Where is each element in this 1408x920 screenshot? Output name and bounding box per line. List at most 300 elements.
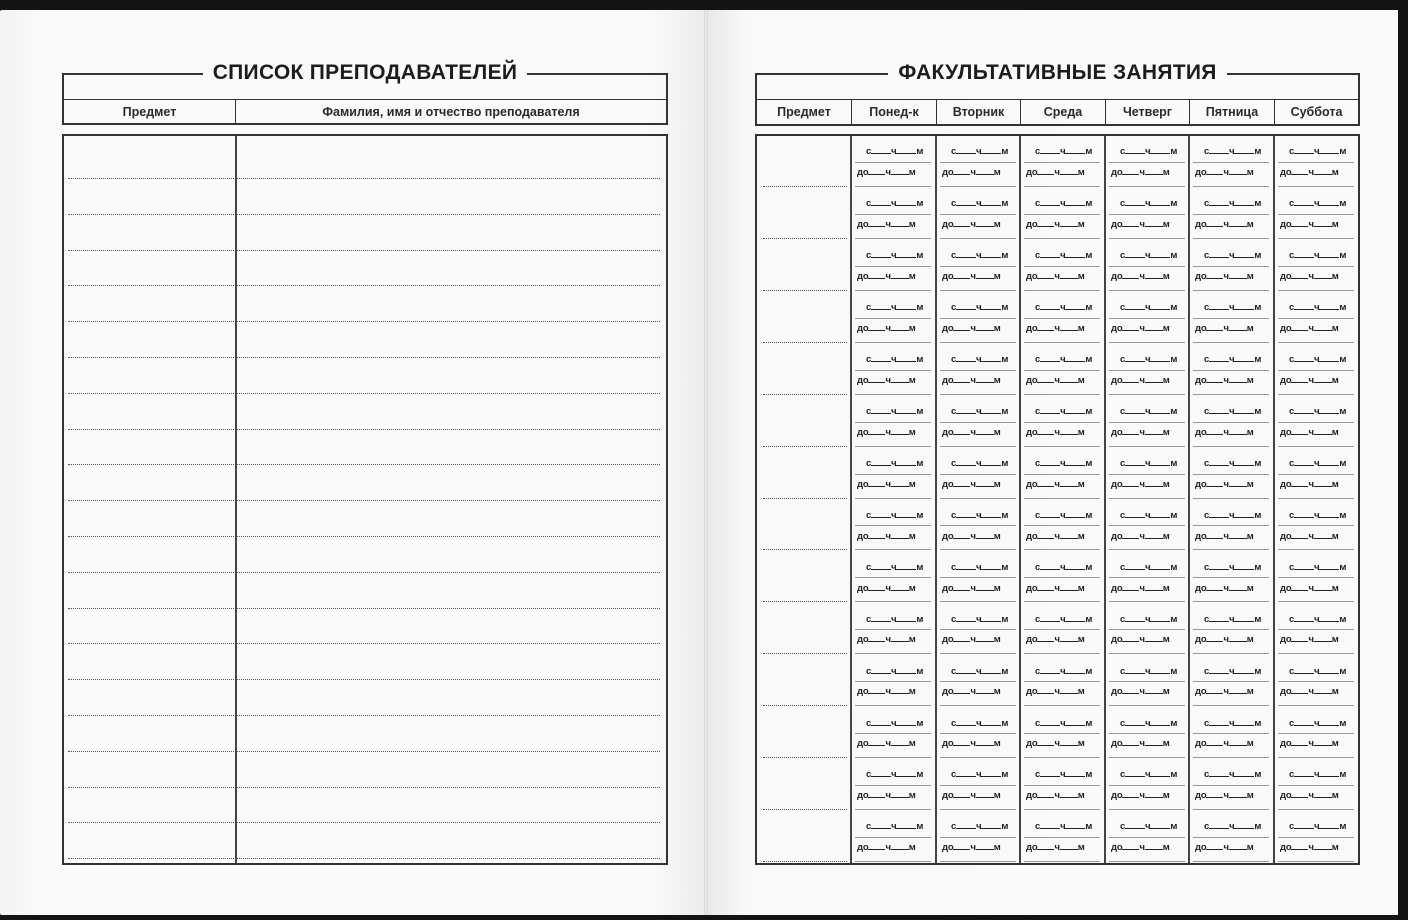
time-slot-from[interactable]: с ч м (951, 665, 1009, 677)
time-slot-to[interactable]: до ч м (857, 634, 916, 646)
time-slot-from[interactable]: с ч м (1120, 354, 1178, 366)
time-slot-divider (940, 370, 1016, 371)
time-slot-to[interactable]: до ч м (1195, 219, 1254, 231)
time-slot-from[interactable]: с ч м (866, 405, 924, 417)
time-slot-to[interactable]: до ч м (857, 219, 916, 231)
time-slot-from[interactable]: с ч м (951, 354, 1009, 366)
time-slot-from[interactable]: с ч м (866, 769, 924, 781)
teachers-header-row (62, 99, 668, 125)
time-slot-divider (855, 525, 931, 526)
elective-subject-line[interactable] (763, 498, 847, 499)
time-slot-to[interactable]: до ч м (1026, 374, 1085, 386)
time-slot-to[interactable]: до ч м (1195, 478, 1254, 490)
time-slot-to[interactable]: до ч м (857, 790, 916, 802)
time-slot-to[interactable]: до ч м (942, 270, 1001, 282)
time-slot-divider (1278, 681, 1354, 682)
time-slot-from[interactable]: с ч м (1120, 769, 1178, 781)
teachers-row-line[interactable] (68, 751, 660, 752)
time-slot-from[interactable]: с ч м (1120, 250, 1178, 262)
time-slot-divider (1278, 214, 1354, 215)
teachers-row-line[interactable] (68, 536, 660, 537)
time-slot-to[interactable]: до ч м (942, 582, 1001, 594)
time-slot-divider (1109, 629, 1185, 630)
time-slot-from[interactable]: с ч м (1204, 717, 1262, 729)
time-slot-to[interactable]: до ч м (1280, 634, 1339, 646)
time-slot-to[interactable]: до ч м (857, 530, 916, 542)
time-slot-divider (1109, 266, 1185, 267)
time-slot-divider (1024, 785, 1100, 786)
time-slot-from[interactable]: с ч м (866, 665, 924, 677)
time-slot-divider (855, 733, 931, 734)
time-slot-divider (855, 342, 931, 343)
electives-column-divider (935, 136, 937, 863)
time-slot-from[interactable]: с ч м (1120, 146, 1178, 158)
time-slot-to[interactable]: до ч м (942, 842, 1001, 854)
elective-subject-line[interactable] (763, 861, 847, 862)
time-slot-divider (940, 446, 1016, 447)
time-slot-divider (1109, 290, 1185, 291)
elective-subject-line[interactable] (763, 446, 847, 447)
time-slot-from[interactable]: с ч м (1120, 302, 1178, 314)
teachers-row-line[interactable] (68, 822, 660, 823)
time-slot-to[interactable]: до ч м (1026, 582, 1085, 594)
time-slot-divider (855, 214, 931, 215)
time-slot-divider (1109, 162, 1185, 163)
time-slot-divider (1024, 525, 1100, 526)
time-slot-from[interactable]: с ч м (1035, 717, 1093, 729)
teachers-row-line[interactable] (68, 429, 660, 430)
time-slot-from[interactable]: с ч м (1289, 665, 1347, 677)
time-slot-divider (1193, 653, 1269, 654)
time-slot-divider (1024, 601, 1100, 602)
electives-title-frame (755, 61, 1360, 99)
teachers-row-line[interactable] (68, 321, 660, 322)
time-slot-divider (1278, 446, 1354, 447)
time-slot-divider (1278, 498, 1354, 499)
time-slot-divider (1024, 474, 1100, 475)
time-slot-from[interactable]: с ч м (1035, 509, 1093, 521)
teachers-row-line[interactable] (68, 572, 660, 573)
time-slot-from[interactable]: с ч м (866, 717, 924, 729)
time-slot-to[interactable]: до ч м (1026, 634, 1085, 646)
time-slot-divider (940, 809, 1016, 810)
time-slot-from[interactable]: с ч м (866, 821, 924, 833)
time-slot-divider (1278, 601, 1354, 602)
time-slot-from[interactable]: с ч м (1289, 198, 1347, 210)
time-slot-to[interactable]: до ч м (857, 426, 916, 438)
electives-column-divider (1273, 136, 1275, 863)
teachers-row-line[interactable] (68, 715, 660, 716)
time-slot-to[interactable]: до ч м (1280, 270, 1339, 282)
time-slot-divider (1278, 422, 1354, 423)
time-slot-from[interactable]: с ч м (1289, 354, 1347, 366)
time-slot-from[interactable]: с ч м (1289, 769, 1347, 781)
time-slot-from[interactable]: с ч м (1035, 561, 1093, 573)
time-slot-divider (1278, 733, 1354, 734)
time-slot-from[interactable]: с ч м (1035, 769, 1093, 781)
time-slot-to[interactable]: до ч м (1195, 270, 1254, 282)
time-slot-to[interactable]: до ч м (1280, 686, 1339, 698)
time-slot-to[interactable]: до ч м (1195, 842, 1254, 854)
time-slot-divider (855, 681, 931, 682)
time-slot-from[interactable]: с ч м (1120, 198, 1178, 210)
time-slot-divider (1109, 705, 1185, 706)
time-slot-to[interactable]: до ч м (1026, 686, 1085, 698)
time-slot-from[interactable]: с ч м (1120, 457, 1178, 469)
time-slot-divider (940, 653, 1016, 654)
time-slot-from[interactable]: с ч м (1289, 561, 1347, 573)
time-slot-divider (1193, 629, 1269, 630)
time-slot-to[interactable]: до ч м (857, 167, 916, 179)
time-slot-to[interactable]: до ч м (942, 478, 1001, 490)
time-slot-to[interactable]: до ч м (1280, 167, 1339, 179)
time-slot-divider (855, 318, 931, 319)
time-slot-from[interactable]: с ч м (1204, 250, 1262, 262)
time-slot-to[interactable]: до ч м (1111, 790, 1170, 802)
time-slot-to[interactable]: до ч м (1195, 167, 1254, 179)
time-slot-to[interactable]: до ч м (857, 738, 916, 750)
teachers-row-line[interactable] (68, 858, 660, 859)
time-slot-from[interactable]: с ч м (951, 769, 1009, 781)
time-slot-to[interactable]: до ч м (1111, 738, 1170, 750)
time-slot-divider (1193, 162, 1269, 163)
time-slot-from[interactable]: с ч м (1204, 769, 1262, 781)
time-slot-from[interactable]: с ч м (1035, 665, 1093, 677)
time-slot-from[interactable]: с ч м (1289, 146, 1347, 158)
time-slot-to[interactable]: до ч м (1195, 686, 1254, 698)
time-slot-to[interactable]: до ч м (1280, 738, 1339, 750)
time-slot-to[interactable]: до ч м (1280, 530, 1339, 542)
time-slot-from[interactable]: с ч м (1035, 354, 1093, 366)
time-slot-from[interactable]: с ч м (1120, 717, 1178, 729)
time-slot-to[interactable]: до ч м (1111, 270, 1170, 282)
elective-subject-line[interactable] (763, 705, 847, 706)
time-slot-from[interactable]: с ч м (951, 146, 1009, 158)
elective-subject-line[interactable] (763, 601, 847, 602)
time-slot-to[interactable]: до ч м (1195, 374, 1254, 386)
time-slot-divider (855, 238, 931, 239)
time-slot-to[interactable]: до ч м (1195, 634, 1254, 646)
time-slot-to[interactable]: до ч м (942, 790, 1001, 802)
time-slot-divider (1024, 446, 1100, 447)
time-slot-divider (1193, 785, 1269, 786)
time-slot-to[interactable]: до ч м (857, 686, 916, 698)
time-slot-divider (1193, 446, 1269, 447)
time-slot-to[interactable]: до ч м (1111, 167, 1170, 179)
time-slot-divider (1109, 498, 1185, 499)
time-slot-to[interactable]: до ч м (857, 322, 916, 334)
elective-subject-line[interactable] (763, 342, 847, 343)
time-slot-divider (1278, 162, 1354, 163)
time-slot-divider (1193, 186, 1269, 187)
time-slot-to[interactable]: до ч м (1026, 219, 1085, 231)
elective-subject-line[interactable] (763, 809, 847, 810)
time-slot-divider (855, 653, 931, 654)
time-slot-to[interactable]: до ч м (1111, 530, 1170, 542)
time-slot-to[interactable]: до ч м (1280, 374, 1339, 386)
time-slot-from[interactable]: с ч м (1035, 198, 1093, 210)
time-slot-to[interactable]: до ч м (1280, 322, 1339, 334)
time-slot-to[interactable]: до ч м (942, 219, 1001, 231)
time-slot-to[interactable]: до ч м (857, 842, 916, 854)
time-slot-to[interactable]: до ч м (942, 530, 1001, 542)
teachers-row-line[interactable] (68, 214, 660, 215)
time-slot-from[interactable]: с ч м (1289, 302, 1347, 314)
time-slot-from[interactable]: с ч м (951, 302, 1009, 314)
time-slot-to[interactable]: до ч м (1195, 426, 1254, 438)
time-slot-divider (1193, 214, 1269, 215)
time-slot-from[interactable]: с ч м (1035, 302, 1093, 314)
time-slot-divider (1024, 705, 1100, 706)
time-slot-from[interactable]: с ч м (1204, 561, 1262, 573)
electives-col-header: Среда (1021, 100, 1106, 124)
book-spine (704, 10, 708, 915)
time-slot-from[interactable]: с ч м (951, 821, 1009, 833)
time-slot-to[interactable]: до ч м (1026, 426, 1085, 438)
time-slot-to[interactable]: до ч м (857, 478, 916, 490)
elective-subject-line[interactable] (763, 238, 847, 239)
time-slot-to[interactable]: до ч м (1026, 530, 1085, 542)
time-slot-to[interactable]: до ч м (1026, 738, 1085, 750)
time-slot-from[interactable]: с ч м (1289, 250, 1347, 262)
time-slot-divider (1024, 733, 1100, 734)
time-slot-divider (1024, 681, 1100, 682)
time-slot-to[interactable]: до ч м (942, 167, 1001, 179)
electives-title: ФАКУЛЬТАТИВНЫЕ ЗАНЯТИЯ (888, 61, 1226, 84)
time-slot-from[interactable]: с ч м (866, 250, 924, 262)
teachers-row-line[interactable] (68, 285, 660, 286)
teachers-row-line[interactable] (68, 679, 660, 680)
time-slot-to[interactable]: до ч м (1026, 790, 1085, 802)
time-slot-divider (940, 394, 1016, 395)
time-slot-to[interactable]: до ч м (942, 374, 1001, 386)
time-slot-to[interactable]: до ч м (1195, 790, 1254, 802)
time-slot-from[interactable]: с ч м (1204, 405, 1262, 417)
time-slot-from[interactable]: с ч м (951, 613, 1009, 625)
time-slot-divider (1109, 757, 1185, 758)
time-slot-to[interactable]: до ч м (942, 322, 1001, 334)
time-slot-to[interactable]: до ч м (942, 738, 1001, 750)
teachers-row-line[interactable] (68, 500, 660, 501)
time-slot-divider (1278, 809, 1354, 810)
time-slot-to[interactable]: до ч м (1111, 478, 1170, 490)
teachers-row-line[interactable] (68, 393, 660, 394)
time-slot-to[interactable]: до ч м (1026, 270, 1085, 282)
time-slot-divider (940, 474, 1016, 475)
time-slot-from[interactable]: с ч м (951, 457, 1009, 469)
time-slot-from[interactable]: с ч м (1289, 509, 1347, 521)
elective-subject-line[interactable] (763, 290, 847, 291)
time-slot-from[interactable]: с ч м (951, 250, 1009, 262)
time-slot-divider (1024, 629, 1100, 630)
time-slot-from[interactable]: с ч м (951, 509, 1009, 521)
time-slot-divider (1278, 577, 1354, 578)
time-slot-divider (1024, 394, 1100, 395)
teachers-row-line[interactable] (68, 608, 660, 609)
elective-subject-line[interactable] (763, 653, 847, 654)
time-slot-from[interactable]: с ч м (866, 198, 924, 210)
teachers-col-subject: Предмет (64, 100, 236, 123)
electives-column-divider (1019, 136, 1021, 863)
time-slot-divider (855, 705, 931, 706)
time-slot-from[interactable]: с ч м (1204, 146, 1262, 158)
time-slot-from[interactable]: с ч м (951, 561, 1009, 573)
time-slot-from[interactable]: с ч м (1204, 354, 1262, 366)
time-slot-divider (1193, 394, 1269, 395)
time-slot-to[interactable]: до ч м (942, 426, 1001, 438)
time-slot-to[interactable]: до ч м (857, 582, 916, 594)
time-slot-from[interactable]: с ч м (1035, 821, 1093, 833)
elective-subject-line[interactable] (763, 394, 847, 395)
time-slot-divider (940, 629, 1016, 630)
time-slot-to[interactable]: до ч м (1111, 322, 1170, 334)
time-slot-divider (1109, 394, 1185, 395)
time-slot-divider (1278, 186, 1354, 187)
time-slot-to[interactable]: до ч м (1195, 582, 1254, 594)
time-slot-from[interactable]: с ч м (951, 198, 1009, 210)
time-slot-from[interactable]: с ч м (1204, 665, 1262, 677)
time-slot-divider (1278, 861, 1354, 862)
electives-column-divider (1188, 136, 1190, 863)
time-slot-divider (855, 757, 931, 758)
time-slot-divider (1024, 266, 1100, 267)
time-slot-divider (1193, 422, 1269, 423)
time-slot-divider (940, 214, 1016, 215)
time-slot-divider (940, 549, 1016, 550)
time-slot-from[interactable]: с ч м (1204, 457, 1262, 469)
time-slot-from[interactable]: с ч м (1204, 198, 1262, 210)
time-slot-divider (855, 577, 931, 578)
elective-subject-line[interactable] (763, 757, 847, 758)
time-slot-from[interactable]: с ч м (1204, 509, 1262, 521)
time-slot-to[interactable]: до ч м (1280, 219, 1339, 231)
time-slot-from[interactable]: с ч м (1120, 509, 1178, 521)
time-slot-from[interactable]: с ч м (1035, 613, 1093, 625)
time-slot-from[interactable]: с ч м (1204, 302, 1262, 314)
time-slot-to[interactable]: до ч м (942, 634, 1001, 646)
time-slot-from[interactable]: с ч м (951, 405, 1009, 417)
time-slot-from[interactable]: с ч м (866, 146, 924, 158)
time-slot-divider (1193, 681, 1269, 682)
time-slot-from[interactable]: с ч м (1289, 613, 1347, 625)
time-slot-to[interactable]: до ч м (1026, 322, 1085, 334)
time-slot-to[interactable]: до ч м (1026, 167, 1085, 179)
time-slot-from[interactable]: с ч м (866, 561, 924, 573)
time-slot-to[interactable]: до ч м (1111, 634, 1170, 646)
time-slot-divider (1193, 474, 1269, 475)
time-slot-to[interactable]: до ч м (1111, 374, 1170, 386)
time-slot-divider (855, 266, 931, 267)
time-slot-to[interactable]: до ч м (1026, 478, 1085, 490)
time-slot-from[interactable]: с ч м (951, 717, 1009, 729)
time-slot-from[interactable]: с ч м (866, 509, 924, 521)
time-slot-to[interactable]: до ч м (1026, 842, 1085, 854)
time-slot-from[interactable]: с ч м (1035, 250, 1093, 262)
time-slot-from[interactable]: с ч м (866, 457, 924, 469)
time-slot-to[interactable]: до ч м (1111, 686, 1170, 698)
time-slot-from[interactable]: с ч м (1035, 457, 1093, 469)
time-slot-divider (940, 266, 1016, 267)
time-slot-divider (940, 290, 1016, 291)
time-slot-from[interactable]: с ч м (1289, 457, 1347, 469)
time-slot-divider (1278, 653, 1354, 654)
time-slot-divider (940, 861, 1016, 862)
teachers-row-line[interactable] (68, 178, 660, 179)
time-slot-divider (1109, 681, 1185, 682)
electives-col-header: Пятница (1190, 100, 1275, 124)
teachers-row-line[interactable] (68, 250, 660, 251)
time-slot-to[interactable]: до ч м (1280, 582, 1339, 594)
teachers-row-line[interactable] (68, 464, 660, 465)
time-slot-divider (1193, 861, 1269, 862)
time-slot-from[interactable]: с ч м (1204, 821, 1262, 833)
time-slot-to[interactable]: до ч м (857, 374, 916, 386)
time-slot-from[interactable]: с ч м (1035, 146, 1093, 158)
time-slot-to[interactable]: до ч м (1111, 582, 1170, 594)
time-slot-from[interactable]: с ч м (1120, 561, 1178, 573)
time-slot-divider (1278, 757, 1354, 758)
time-slot-from[interactable]: с ч м (1120, 665, 1178, 677)
time-slot-divider (940, 525, 1016, 526)
time-slot-from[interactable]: с ч м (1120, 821, 1178, 833)
time-slot-divider (1193, 238, 1269, 239)
time-slot-from[interactable]: с ч м (1204, 613, 1262, 625)
time-slot-to[interactable]: до ч м (1111, 426, 1170, 438)
time-slot-to[interactable]: до ч м (942, 686, 1001, 698)
teachers-row-line[interactable] (68, 787, 660, 788)
time-slot-to[interactable]: до ч м (1111, 842, 1170, 854)
time-slot-divider (855, 422, 931, 423)
time-slot-from[interactable]: с ч м (1289, 405, 1347, 417)
time-slot-from[interactable]: с ч м (1120, 405, 1178, 417)
time-slot-divider (1024, 861, 1100, 862)
time-slot-to[interactable]: до ч м (1111, 219, 1170, 231)
time-slot-divider (855, 498, 931, 499)
time-slot-divider (855, 809, 931, 810)
time-slot-from[interactable]: с ч м (1289, 717, 1347, 729)
time-slot-divider (940, 837, 1016, 838)
time-slot-from[interactable]: с ч м (866, 613, 924, 625)
time-slot-divider (1024, 162, 1100, 163)
time-slot-to[interactable]: до ч м (857, 270, 916, 282)
time-slot-divider (940, 186, 1016, 187)
time-slot-to[interactable]: до ч м (1280, 478, 1339, 490)
elective-subject-line[interactable] (763, 186, 847, 187)
time-slot-from[interactable]: с ч м (1289, 821, 1347, 833)
time-slot-divider (1278, 290, 1354, 291)
elective-subject-line[interactable] (763, 549, 847, 550)
time-slot-divider (1193, 837, 1269, 838)
time-slot-divider (1193, 370, 1269, 371)
time-slot-divider (1024, 422, 1100, 423)
time-slot-to[interactable]: до ч м (1280, 790, 1339, 802)
time-slot-divider (940, 681, 1016, 682)
time-slot-from[interactable]: с ч м (1035, 405, 1093, 417)
teachers-row-line[interactable] (68, 643, 660, 644)
time-slot-to[interactable]: до ч м (1280, 842, 1339, 854)
time-slot-to[interactable]: до ч м (1280, 426, 1339, 438)
time-slot-to[interactable]: до ч м (1195, 738, 1254, 750)
time-slot-divider (1109, 733, 1185, 734)
time-slot-to[interactable]: до ч м (1195, 530, 1254, 542)
time-slot-from[interactable]: с ч м (1120, 613, 1178, 625)
time-slot-divider (940, 422, 1016, 423)
time-slot-from[interactable]: с ч м (866, 354, 924, 366)
teachers-row-line[interactable] (68, 357, 660, 358)
time-slot-from[interactable]: с ч м (866, 302, 924, 314)
time-slot-to[interactable]: до ч м (1195, 322, 1254, 334)
time-slot-divider (940, 238, 1016, 239)
